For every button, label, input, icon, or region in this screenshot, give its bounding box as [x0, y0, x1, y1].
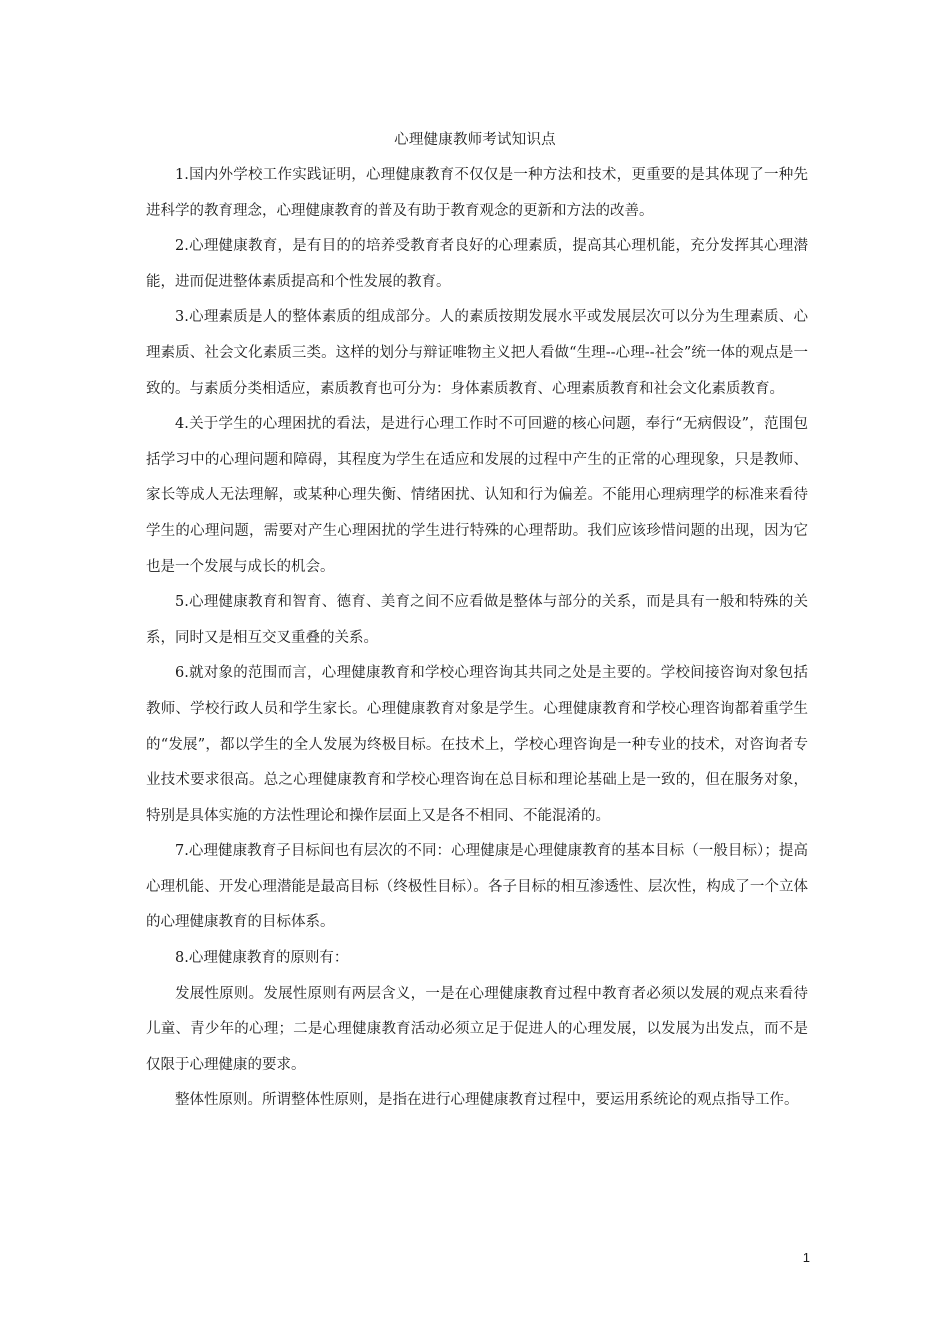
paragraph-3: 3.心理素质是人的整体素质的组成部分。人的素质按期发展水平或发展层次可以分为生理素质、心理素质、社会文化素质三类。这样的划分与辩证唯物主义把人看做“生理--心理--社会”统一体的观点是一致的。与素质分类相适应，素质教育也可分为：身体素质教育、心理素质教育和社会文化素质教育。	[146, 309, 808, 397]
document-body	[146, 158, 808, 1119]
document-title: 心理健康教师考试知识点	[394, 132, 556, 148]
paragraph-4: 4.关于学生的心理困扰的看法，是进行心理工作时不可回避的核心问题，奉行“无病假设”，范围包括学习中的心理问题和障碍，其程度为学生在适应和发展的过程中产生的正常的心理现象，只是教师、家长等成人无法理解，或某种心理失衡、情绪困扰、认知和行为偏差。不能用心理病理学的标准来看待学生的心理问题，需要对产生心理困扰的学生进行特殊的心理帮助。我们应该珍惜问题的出现，因为它也是一个发展与成长的机会。	[146, 416, 808, 575]
paragraph-1: 1.国内外学校工作实践证明，心理健康教育不仅仅是一种方法和技术，更重要的是其体现了一种先进科学的教育理念，心理健康教育的普及有助于教育观念的更新和方法的改善。	[146, 167, 808, 219]
paragraph-5: 5.心理健康教育和智育、德育、美育之间不应看做是整体与部分的关系，而是具有一般和特殊的关系，同时又是相互交叉重叠的关系。	[146, 594, 808, 646]
paragraph-development-principle: 发展性原则。发展性原则有两层含义，一是在心理健康教育过程中教育者必须以发展的观点来看待儿童、青少年的心理；二是心理健康教育活动必须立足于促进人的心理发展，以发展为出发点，而不是仅限于心理健康的要求。	[146, 985, 808, 1073]
paragraph-7: 7.心理健康教育子目标间也有层次的不同：心理健康是心理健康教育的基本目标（一般目标）；提高心理机能、开发心理潜能是最高目标（终极性目标）。各子目标的相互渗透性、层次性，构成了一个立体的心理健康教育的目标体系。	[146, 843, 808, 931]
paragraph-8: 8.心理健康教育的原则有：	[175, 950, 349, 967]
paragraph-6: 6.就对象的范围而言，心理健康教育和学校心理咨询其共同之处是主要的。学校间接咨询对象包括教师、学校行政人员和学生家长。心理健康教育对象是学生。心理健康教育和学校心理咨询都着重学生的“发展”，都以学生的全人发展为终极目标。在技术上，学校心理咨询是一种专业的技术，对咨询者专业技术要求很高。总之心理健康教育和学校心理咨询在总目标和理论基础上是一致的，但在服务对象，特别是具体实施的方法性理论和操作层面上又是各不相同、不能混淆的。	[146, 665, 808, 824]
paragraph-2: 2.心理健康教育，是有目的的培养受教育者良好的心理素质，提高其心理机能，充分发挥其心理潜能，进而促进整体素质提高和个性发展的教育。	[146, 238, 808, 290]
page-number: 1	[802, 1250, 810, 1265]
paragraph-holistic-principle: 整体性原则。所谓整体性原则，是指在进行心理健康教育过程中，要运用系统论的观点指导工作。	[175, 1092, 799, 1109]
